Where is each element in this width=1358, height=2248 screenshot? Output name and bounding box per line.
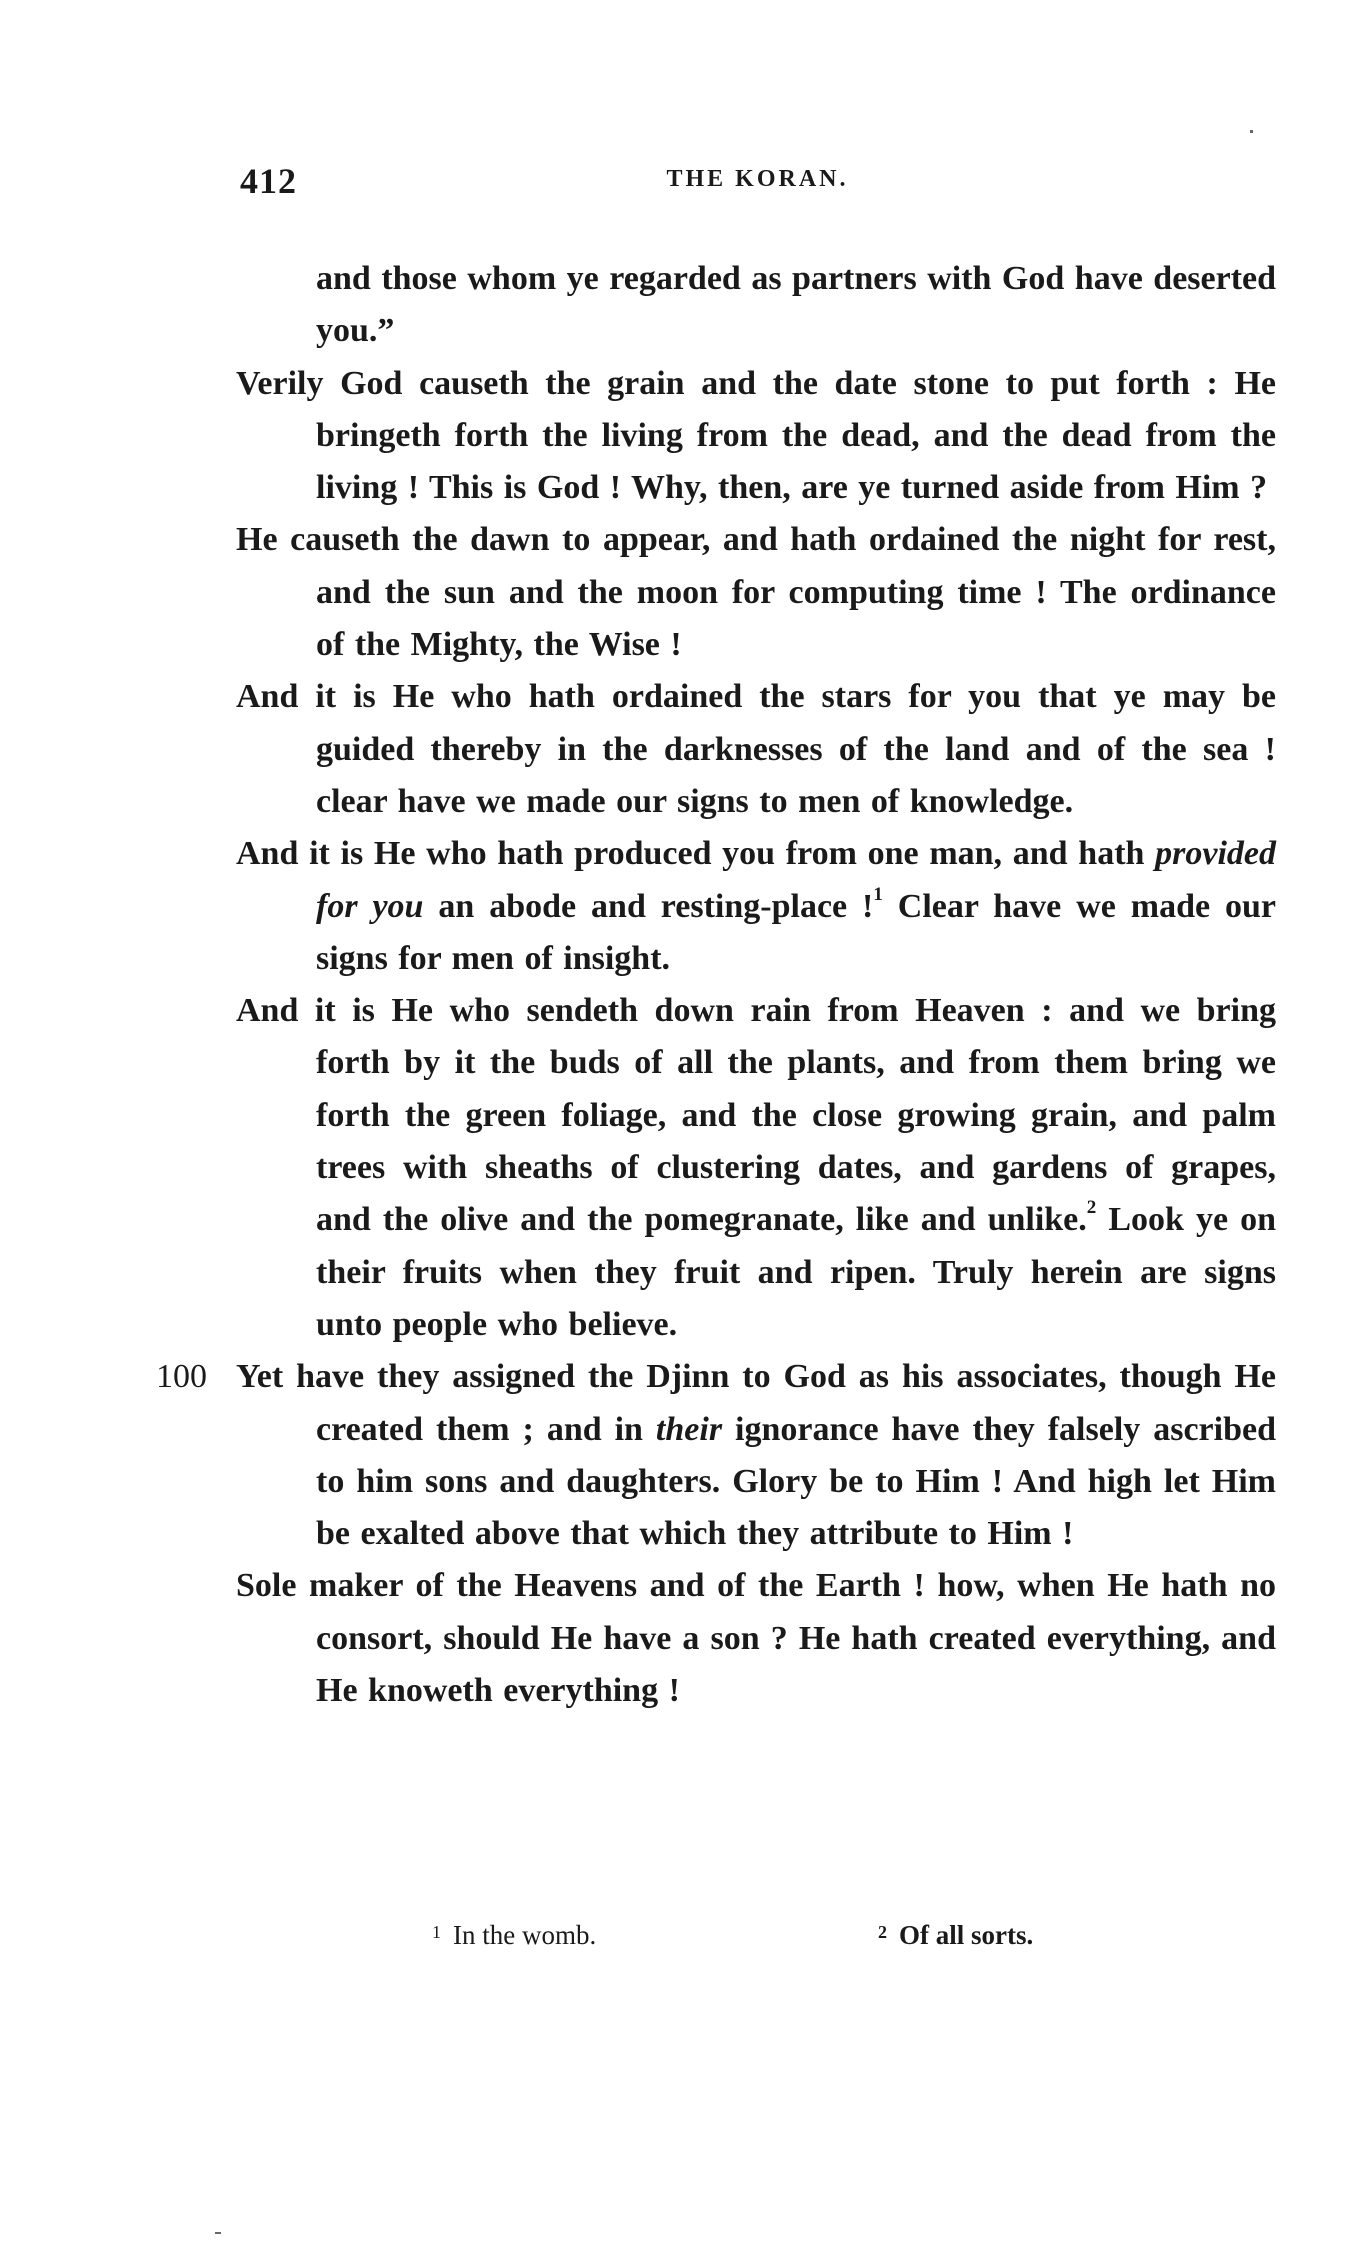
- verse-text: Verily God causeth the grain and the date stone to put forth : He bringeth forth the living from the dead, and the dead from the living ! This is God ! Why, then, are ye turned aside from Him ?: [236, 364, 1276, 507]
- verse-text: And it is He who sendeth down rain from Heaven : and we bring forth by it the buds of all the plants, and from them bring we forth the green foliage, and the close growing grain, and palm trees with sheaths of clustering dates, and gardens of grapes, and the olive and the pomegranate, like and unlike.: [236, 992, 1276, 1239]
- verse: [236, 514, 1276, 671]
- italic-phrase: their: [655, 1410, 723, 1448]
- page-number: 412: [240, 161, 297, 201]
- footnote-ref[interactable]: 1: [873, 883, 883, 905]
- verse: [236, 828, 1276, 985]
- verse-number: 100: [156, 1358, 207, 1396]
- verse-continuation: [236, 253, 1276, 358]
- verse-text: and those whom ye regarded as partners with God have deserted you.”: [316, 260, 1277, 350]
- footnote: [432, 1920, 596, 1951]
- footnote-ref[interactable]: 2: [1086, 1197, 1097, 1219]
- verse-text: ignorance have they falsely ascribed to him sons and daughters. Glory be to Him ! And high let Him be exalted above that which they attribute to Him !: [316, 1410, 1277, 1553]
- verse-text: And it is He who hath produced you from one man, and hath: [236, 835, 1156, 873]
- footnote-text: Of all sorts.: [899, 1920, 1034, 1950]
- footnote-text: In the womb.: [453, 1920, 597, 1950]
- verse: [236, 1560, 1276, 1717]
- verse-text: He causeth the dawn to appear, and hath ordained the night for rest, and the sun and the moon for computing time ! The ordinance of the Mighty, the Wise !: [236, 521, 1276, 664]
- running-title: THE KORAN.: [666, 166, 849, 192]
- footnote-mark: 1: [432, 1922, 441, 1942]
- verse-text: Yet have they assigned the Djinn to God as his associates, though He created them ; and in: [236, 1358, 1276, 1448]
- verse-numbered: [156, 1351, 1277, 1560]
- verse: [236, 671, 1276, 828]
- footnote: [878, 1920, 1033, 1951]
- running-head: [240, 160, 1275, 210]
- footnotes: [432, 1920, 1232, 1964]
- verse: [236, 358, 1276, 515]
- verse-text: Sole maker of the Heavens and of the Earth ! how, when He hath no consort, should He have a son ? He hath created everything, and He knoweth everything !: [236, 1567, 1276, 1710]
- footnote-mark: 2: [878, 1922, 887, 1942]
- verse-text: Clear have we made our signs for men of insight.: [316, 887, 1276, 977]
- verse-text: an abode and resting-place !: [423, 887, 874, 925]
- sura-text: [156, 253, 1277, 1717]
- verse-text: Look ye on their fruits when they fruit and ripen. Truly herein are signs unto people who believe.: [316, 1201, 1277, 1343]
- verse: [236, 985, 1276, 1351]
- scan-speck: [215, 2232, 221, 2234]
- verse-text: And it is He who hath ordained the stars for you that ye may be guided thereby in the darknesses of the land and of the sea ! clear have we made our signs to men of knowledge.: [236, 678, 1276, 820]
- scan-speck: [1250, 130, 1253, 133]
- italic-phrase: provided for you: [316, 835, 1276, 925]
